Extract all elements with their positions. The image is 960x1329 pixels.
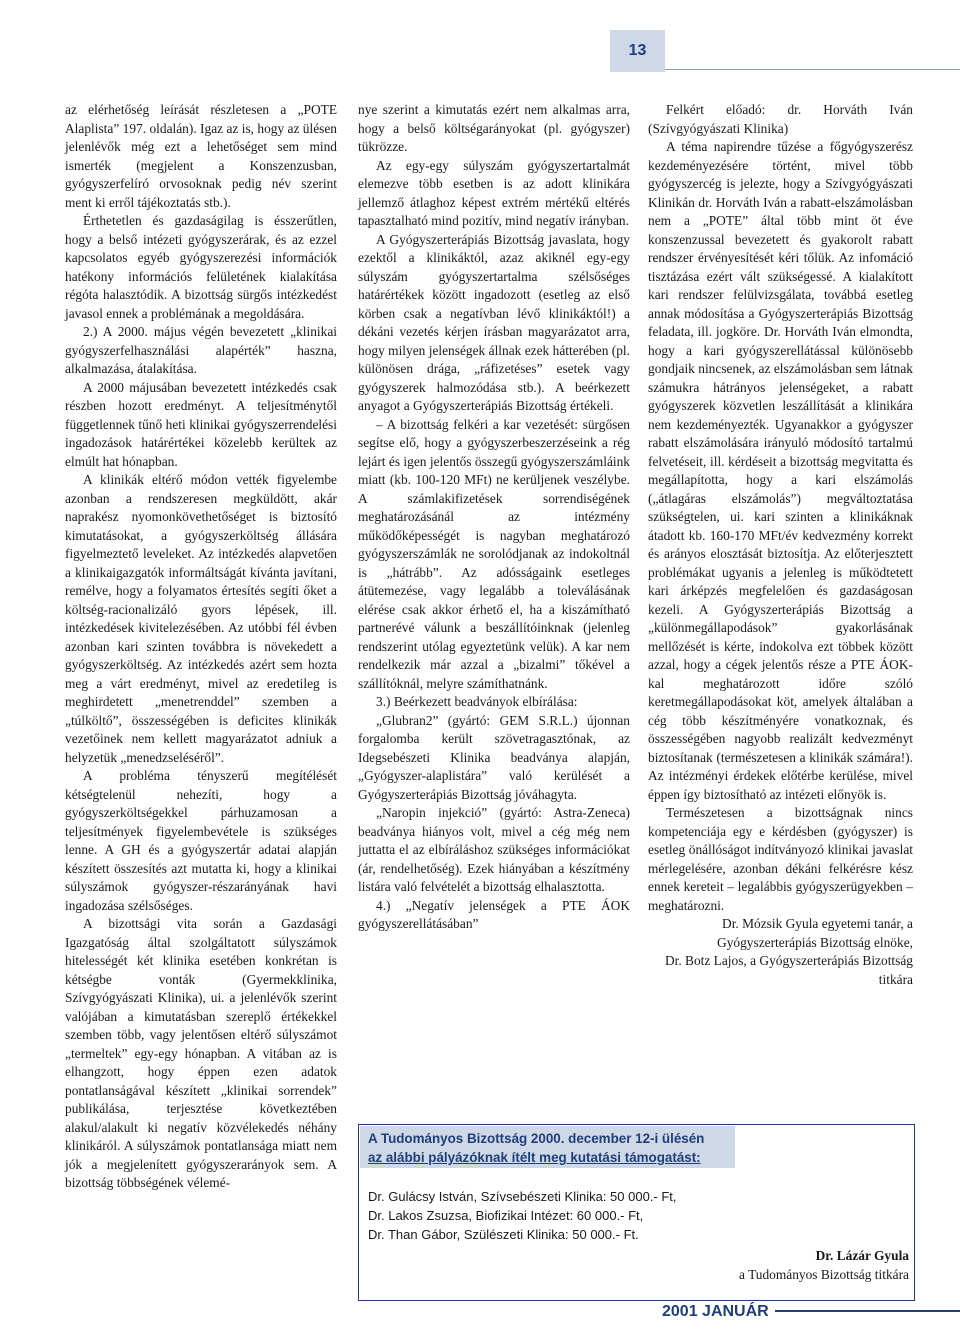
- paragraph: „Glubran2” (gyártó: GEM S.R.L.) újonnan forgalomba került szövetragasztónak, az Idegsebészeti Klinika beadványa alapján, „Gyógyszer-alaplistára” való kerülését a Gyógyszerterápiás Bizottság jóváhagyta.: [358, 712, 630, 802]
- grant-announcement-box: [358, 1124, 915, 1301]
- grant-heading: [360, 1126, 735, 1168]
- grant-item: Dr. Gulácsy István, Szívsebészeti Klinika: 50 000.- Ft,: [368, 1189, 677, 1204]
- column-3: [648, 101, 913, 989]
- page-number: 13: [628, 42, 647, 59]
- paragraph: Dr. Mózsik Gyula egyetemi tanár, a Gyógyszerterápiás Bizottság elnöke,: [717, 916, 913, 950]
- paragraph: az elérhetőség leírását részletesen a „POTE Alaplista” 197. oldalán). Igaz az is, hogy az ülésen jelenlévők még ezt a lehetőséget sem mind ismerték (megjelent a Konszenzusban, gyógyszerfelíró orvosoknak pedig név szerint ment ki erről tájékoztatás stb.).: [65, 102, 337, 210]
- paragraph: 2.) A 2000. május végén bevezetett „klinikai gyógyszerfelhasználási alapérték” haszna, alkalmazása, átalakítása.: [65, 324, 337, 376]
- paragraph: Természetesen a bizottságnak nincs kompetenciája egy e kérdésben (gyógyszer) is esetleg önállóságot indítványozó klinikai javaslat mérlegelésére, azonban dékáni felkérésre kész ennek kereteit – legalábbis gyógyszerügyekben – meghatározni.: [648, 805, 913, 913]
- grant-heading-line1: A Tudományos Bizottság 2000. december 12-i ülésén: [368, 1131, 705, 1146]
- page-number-box: [610, 30, 665, 72]
- column-1: [65, 101, 337, 1193]
- paragraph: A klinikák eltérő módon vették figyelembe azonban a rendszeresen megküldött, akár naprakész nyomonkövethetőséget is biztosító kimutatásokat, a gyógyszerköltség állására figyelmeztető leveleket. Az intézkedés alapvetően a klinikaigazgatók informáltságát kívánta javítani, remélve, hogy a folyamatos értesítés segíti őket a költség-racionalizáló gyors lépések, ill. intézkedések kivitelezésében. Az utóbbi fél évben azonban kari szinten továbbra is növekedett a gyógyszerköltség. Az intézkedés azért sem hozta meg a várt eredményt, mivel az eredetileg is meghirdetett „menetrenddel” szemben a „túlköltő”, összességében is deficites klinikák vezetőinek nem kellett magyarázatot adniuk a helyzetük „menedzseléséről”.: [65, 472, 337, 765]
- grant-item: Dr. Lakos Zsuzsa, Biofizikai Intézet: 60 000.- Ft,: [368, 1208, 644, 1223]
- paragraph: A téma napirendre tűzése a főgyógyszerész kezdeményezésére történt, mivel több gyógyszercég is jelezte, hogy a Szívgyógyászati Klinikán dr. Horváth Iván a rabatt-elszámolásban nem a „POTE” által több mint öt éve konszenzussal bevezetett és gyakorolt rabatt rendszer érvényesítését kéri tőlük. Az infomáció tisztázása ezért vált szükségessé. A kialakított kari rendszer felülvizsgálata, továbbá esetleg annak módosítása a Gyógyszerterápiás Bizottság feladata, ill. jogköre. Dr. Horváth Iván elmondta, hogy a kari gyógyszerellátással különösebb gondjaik nincsenek, az elszámolásban sem látnak számukra hátrányos jelenségeket, a rabatt gyógyszerek közvetlen leszállítását a klinikára nem kezdeményezték. Ugyanakkor a gyógyszer rabatt elszámolására irányuló módosító tartalmú felvetéseit, ill. kérdéseit a bizottság megvitatta és megállapította, hogy a kari elszámolás („átlagáras elszámolás”) megváltoztatása szükségtelen, ui. kari szinten a klinikáknak átadott kb. 160-170 MFt/év kedvezmény korrekt és arányos elosztását biztosítja. Az előterjesztett problémákat ugyanis a jelenleg is működtetett kari árképzés megfelelően és gazdaságosan kezeli. A Gyógyszerterápiás Bizottság a „különmegállapodások” gyakorlásának mellőzését is kérte, indokolva ezt többek között azzal, hogy a cégek jelentős része a PTE ÁOK-kal meghatározott időre szóló keretmegállapodásokat köt, amelyek általában a cég több készítményére vonatkoznak, és összességében nagyobb realizált kedvezményt biztosítanak (természetesen a klinikák számára!). Az intézményi érdekek előtérbe kerülése, mivel éppen így biztosítható az intézeti előnyök is.: [648, 139, 913, 802]
- paragraph: Az egy-egy súlyszám gyógyszertartalmát elemezve több esetben is az adott klinikára jellemző átlaghoz képest extrém mértékű eltérés tapasztalható mind pozitív, mind negatív irányban.: [358, 157, 630, 228]
- paragraph: – A bizottság felkéri a kar vezetését: sürgősen segítse elő, hogy a gyógyszerbeszerzéseink a rég lejárt és igen jelentős összegű gyógyszerszámláink miatt (kb. 100-120 MFt) ne kerüljenek veszélybe. A számlakifizetések sorrendiségének meghatározásánál az intézmény működőképességét is nagyban meghatározó gyógyszerszámlák ne sorolódjanak az indokoltnál is „hátrább”. Az adósságaink esetleges átütemezése, vagy legalább a toleválásának elérése csak akkor érhető el, ha a kiszámítható partnerévé válunk a beszállítóinknak (jelenleg rendszerint utólag egyeztetünk velük). A kar nem rendelkezik már azzal a „bizalmi” tőkével a szállítóknál, melyre számíthatnánk.: [358, 416, 630, 691]
- column-2: [358, 101, 630, 934]
- paragraph: Dr. Botz Lajos, a Gyógyszerterápiás Bizottság titkára: [664, 953, 913, 987]
- paragraph: A bizottsági vita során a Gazdasági Igazgatóság által szolgáltatott súlyszámok hitelességét két klinika esetében konkrétan is kétségbe vonták (Gyermekklinika, Szívgyógyászati Klinika), ui. a jelenlévők szerint valójában a kimutatásban szereplő értékekkel szemben több, vagy jelentősen eltérő súlyszámot „termeltek” egy-egy hónapban. A vitában az is elhangzott, hogy éppen ezen adatok pontatlanságával készített „klinikai sorrendek” publikálása, terjesztése következtében alakul/alakult ki negatív közvélekedés néhány klinikáról. A súlyszámok pontatlansága miatt nem jók a megjelenített gyógyszerarányok sem. A bizottság többségének vélemé-: [65, 916, 337, 1190]
- paragraph: A Gyógyszerterápiás Bizottság javaslata, hogy ezektől a klinikáktól, azaz akiknél egy-egy súlyszám gyógyszertartalma szélsőséges határértékek között ingadozott (esetleg az első körben csak a negatívban lévő klinikáktól!) a dékáni vezetés kérjen írásban magyarázatot arra, hogy milyen jelenségek állnak ezek hátterében (pl. különösen drága, „ráfizetéses” esetek vagy gyógyszerek halmozódása stb.). A beérkezett anyagot a Gyógyszerterápiás Bizottság értékeli.: [358, 231, 630, 413]
- signature-title: a Tudományos Bizottság titkára: [739, 1267, 909, 1282]
- grant-item: Dr. Than Gábor, Szülészeti Klinika: 50 000.- Ft.: [368, 1227, 639, 1242]
- signature-name: Dr. Lázár Gyula: [815, 1248, 909, 1263]
- header-rule: [665, 69, 960, 70]
- grant-signature: [739, 1246, 909, 1284]
- footer-rule: [775, 1310, 960, 1312]
- paragraph: Érthetetlen és gazdaságilag is ésszerűtlen, hogy a belső intézeti gyógyszerárak, és az ezzel kapcsolatos egyéb gyógyszerezési információk hatékony információs felületének kialakítása régóta halasztódik. A bizottság sürgős intézkedést javasol ennek a problémának a megoldására.: [65, 213, 337, 321]
- paragraph: „Naropin injekció” (gyártó: Astra-Zeneca) beadványa hiányos volt, mivel a cég még nem juttatta el az elbíráláshoz szükséges információkat (ár, rendelhetőség). Ezek hiányában a készítmény listára való felvételét a bizottság elhalasztotta.: [358, 805, 630, 894]
- paragraph: A probléma tényszerű megítélését kétségtelenül nehezíti, hogy a gyógyszerköltségekkel párhuzamosan a teljesítmények figyelembevétele is szükséges lenne. A GH és a gyógyszertár adatai alapján készített összesítés azt mutatta ki, hogy a klinikai súlyszámok gyógyszer-részarányának havi ingadozása szélsőséges.: [65, 768, 337, 913]
- paragraph: nye szerint a kimutatás ezért nem alkalmas arra, hogy a belső költségarányokat (pl. gyógyszer) tükrözze.: [358, 102, 630, 154]
- paragraph: Felkért előadó: dr. Horváth Iván (Szívgyógyászati Klinika): [648, 102, 913, 136]
- issue-date: 2001 JANUÁR: [662, 1303, 769, 1320]
- paragraph: A 2000 májusában bevezetett intézkedés csak részben hozott eredményt. A teljesítménytől függetlennek tűnő heti klinikai gyógyszerrendelési ingadozások határértékei közelebb kerültek az elmúlt hat hónapban.: [65, 379, 337, 469]
- paragraph: 3.) Beérkezett beadványok elbírálása:: [376, 694, 578, 709]
- grant-heading-line2: az alábbi pályázóknak ítélt meg kutatási támogatást:: [368, 1150, 701, 1165]
- paragraph: 4.) „Negatív jelenségek a PTE ÁOK gyógyszerellátásában”: [358, 897, 630, 931]
- grant-list: [368, 1187, 677, 1244]
